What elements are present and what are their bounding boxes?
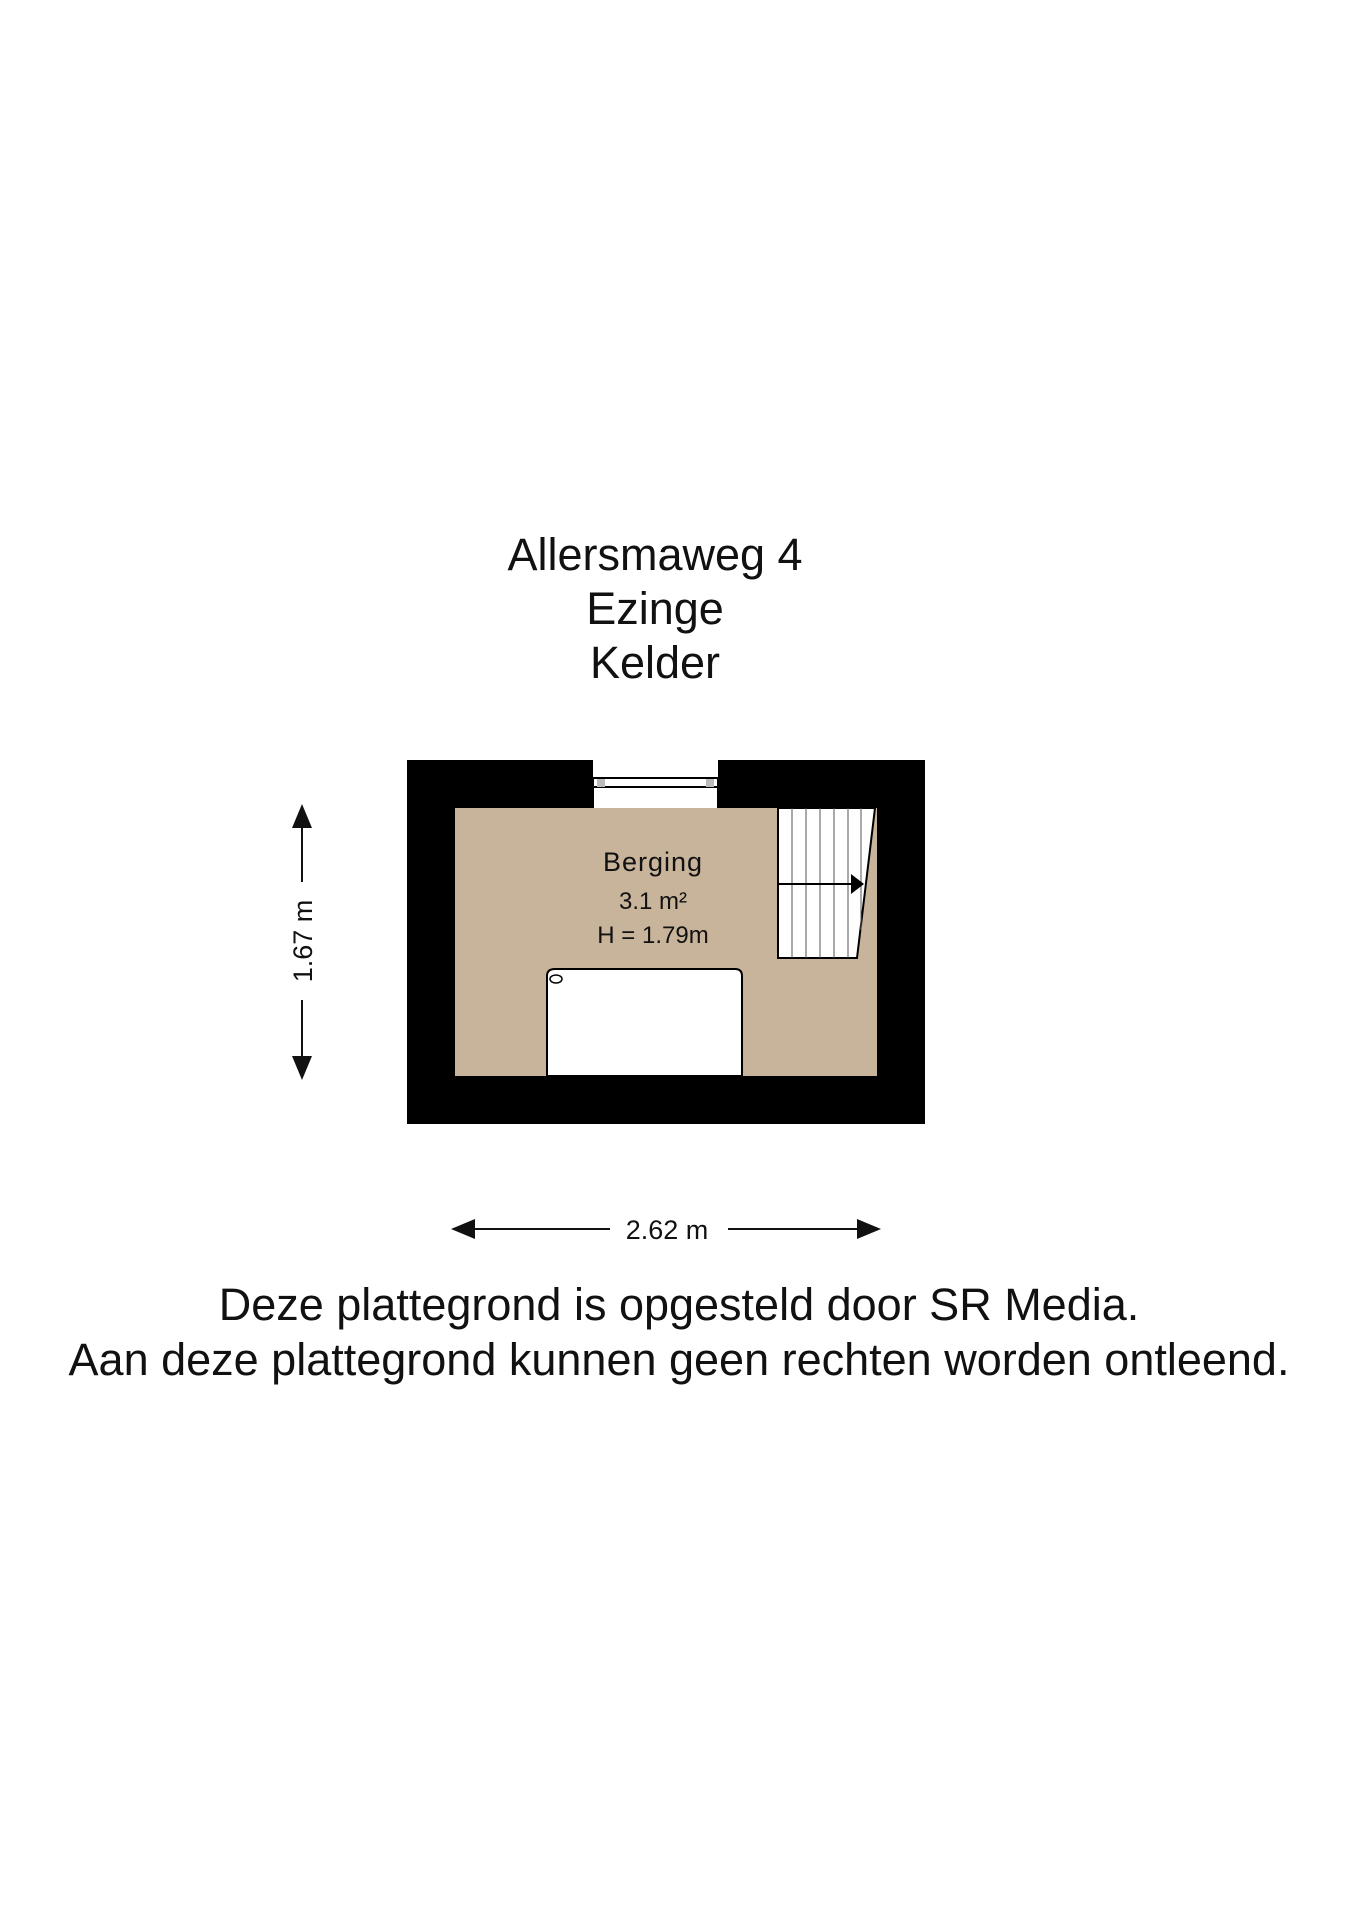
window-opening [593, 757, 718, 808]
room-height: H = 1.79m [597, 922, 709, 949]
disclaimer [0, 1277, 1358, 1387]
disclaimer-line-1: Deze plattegrond is opgesteld door SR Media. [218, 1279, 1140, 1330]
address-title: Allersmaweg 4 [507, 529, 803, 580]
disclaimer-line-2: Aan deze plattegrond kunnen geen rechten worden ontleend. [68, 1334, 1290, 1385]
floor-title: Kelder [589, 637, 721, 688]
width-dimension [455, 1215, 877, 1245]
city-title: Ezinge [586, 583, 724, 634]
staircase [778, 808, 875, 958]
height-dimension [288, 808, 318, 1076]
room-area: 3.1 m² [618, 888, 688, 915]
room-name: Berging [602, 847, 704, 877]
storage-fixture [547, 969, 742, 1076]
width-label: 2.62 m [625, 1215, 709, 1245]
height-label: 1.67 m [288, 899, 318, 983]
